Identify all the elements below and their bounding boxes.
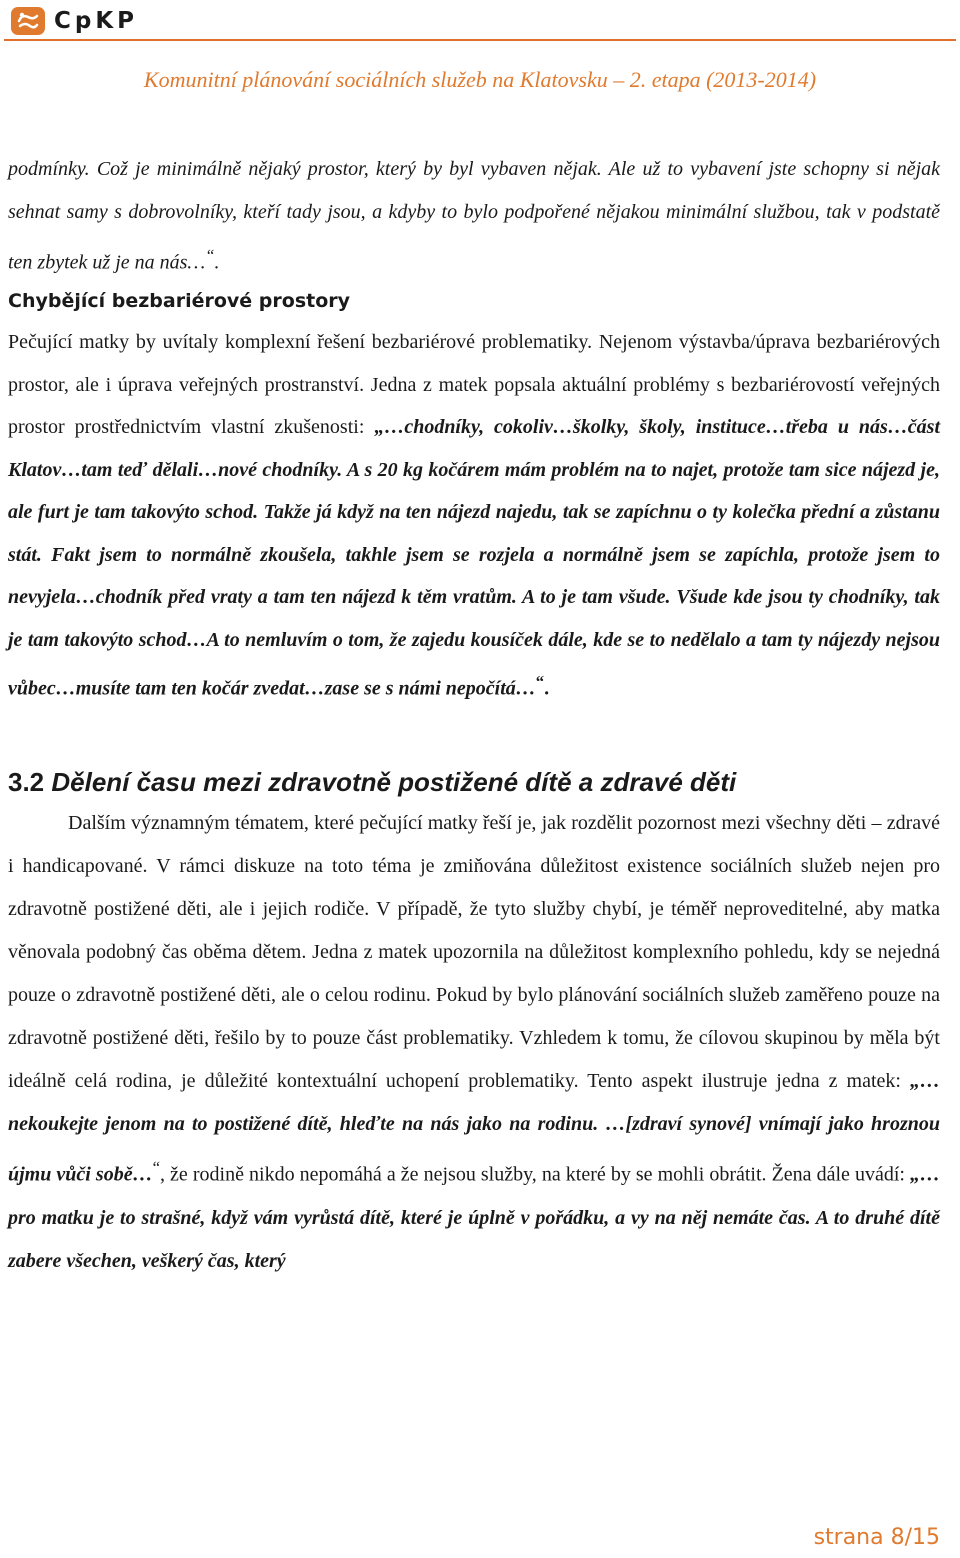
paragraph-2-closing-mark: “ bbox=[535, 672, 545, 691]
paragraph-1-closing-mark: “ bbox=[205, 246, 215, 265]
paragraph-1-end: . bbox=[214, 251, 220, 274]
paragraph-2 bbox=[8, 321, 940, 710]
section-number: 3.2 bbox=[8, 767, 45, 798]
paragraph-1-text: podmínky. Což je minimálně nějaký prostor, který by byl vybaven nějak. Ale už to vybavení jste schopny si nějak sehnat samy s dobrovolníky, kteří tady jsou, a kdyby to bylo podpořené nějakou minimální službou, tak v podstatě ten zbytek už je na nás… bbox=[8, 158, 940, 274]
cpkp-logo-icon bbox=[10, 6, 46, 36]
paragraph-3-text: Dalším významným tématem, které pečující matky řeší je, jak rozdělit pozornost mezi všechny děti – zdravé i handicapované. V rámci diskuze na toto téma je zmiňována důležitost existence sociálních služeb nejen pro zdravotně postižené děti, ale i jejich rodiče. V případě, že tyto služby chybí, je téměř neproveditelné, aby matka věnovala podobný čas oběma dětem. Jedna z matek upozornila na důležitost komplexního pohledu, kdy se nejedná pouze o zdravotně postižené děti, ale o celou rodinu. Pokud by bylo plánování sociálních služeb zaměřeno pouze na zdravotně postižené děti, řešilo by to pouze část problematiky. Vzhledem k tomu, že cílovou skupinou by měla být ideálně celá rodina, je důležité kontextuální uchopení problematiky. Tento aspekt ilustruje jedna z matek: bbox=[8, 812, 940, 1093]
header-rule bbox=[4, 39, 956, 41]
paragraph-2-end: . bbox=[544, 677, 550, 700]
section-title: Dělení času mezi zdravotně postižené dítě a zdravé děti bbox=[51, 767, 737, 798]
paragraph-3: Dalším významným tématem, které pečující matky řeší je, jak rozdělit pozornost mezi všechny děti – zdravé i handicapované. V rámci diskuze na toto téma je zmiňována důležitost existence sociálních služeb nejen pro zdravotně postižené děti, ale i jejich rodiče. V případě, že tyto služby chybí, je téměř neproveditelné, aby matka věnovala podobný čas oběma dětem. Jedna z matek upozornila na důležitost komplexního pohledu, kdy se nejedná pouze o zdravotně postižené děti, ale o celou rodinu. Pokud by bylo plánování sociálních služeb zaměřeno pouze na zdravotně postižené děti, řešilo by to pouze část problematiky. Vzhledem k tomu, že cílovou skupinou by měla být ideálně celá rodina, je důležité kontextuální uchopení problematiky. Tento aspekt ilustruje jedna z matek: „…nekoukejte jenom na to postižené dítě, hleďte na nás jako na rodinu. …[zdraví synové] vnímají jako hroznou újmu vůči sobě…“, že rodině nikdo nepomáhá a že nejsou služby, na které by se mohli obrátit. Žena dále uvádí: „…pro matku je to strašné, když vám vyrůstá dítě, které je úplně v pořádku, a vy na něj nemáte čas. A to druhé dítě zabere všechen, veškerý čas, který bbox=[8, 812, 941, 1272]
section-heading-barrier-free: Chybějící bezbariérové prostory bbox=[8, 290, 351, 312]
logo-text: CpKP bbox=[54, 8, 139, 34]
paragraph-3-quote-1: „…nekoukejte jenom na to postižené dítě, hleďte na nás jako na rodinu. …[zdraví synové] vnímají jako hroznou újmu vůči sobě… bbox=[8, 1070, 941, 1186]
page-number: strana 8/15 bbox=[813, 1525, 940, 1550]
paragraph-3-quote-1-close: “ bbox=[152, 1158, 160, 1178]
logo bbox=[10, 6, 138, 36]
paragraph-3-mid: že rodině nikdo nepomáhá a že nejsou služby, na které by se mohli obrátit. Žena dále uvádí: bbox=[170, 1163, 905, 1186]
paragraph-2-intro: Pečující matky by uvítaly komplexní řešení bezbariérové problematiky. Nejenom výstavba/úprava bezbariérových prostor, ale i úprava veřejných prostranství. Jedna z matek popsala aktuální problémy s bezbariérovostí veřejných prostor prostřednictvím vlastní zkušenosti: bbox=[8, 331, 940, 438]
page-content bbox=[8, 148, 940, 1283]
paragraph-1 bbox=[8, 148, 940, 277]
page-subtitle: Komunitní plánování sociálních služeb na Klatovsku – 2. etapa (2013-2014) bbox=[143, 67, 817, 92]
section-heading-time-division bbox=[8, 766, 940, 798]
paragraph-3-quote-2: „…pro matku je to strašné, když vám vyrůstá dítě, které je úplně v pořádku, a vy na něj nemáte čas. A to druhé dítě zabere všechen, veškerý čas, který bbox=[8, 1163, 941, 1272]
page-header bbox=[0, 0, 960, 44]
paragraph-2-quote: „…chodníky, cokoliv…školky, školy, instituce…třeba u nás…část Klatov…tam teď dělali…nové chodníky. A s 20 kg kočárem mám problém na to najet, protože tam sice nájezd je, ale furt je tam takovýto schod. Takže já když na ten nájezd najedu, tak se zapíchnu o ty kolečka přední a zůstanu stát. Fakt jsem to normálně zkoušela, takhle jsem se rozjela a normálně jsem se zapíchla, protože jsem to nevyjela…chodník před vraty a tam ten nájezd k těm vratům. A to je tam všude. Všude kde jsou ty chodníky, tak je tam takovýto schod…A to nemluvím o tom, že zajedu kousíček dále, kde se to nedělalo a tam ty nájezdy nejsou vůbec…musíte tam ten kočár zvedat…zase se s námi nepočítá… bbox=[8, 416, 941, 700]
